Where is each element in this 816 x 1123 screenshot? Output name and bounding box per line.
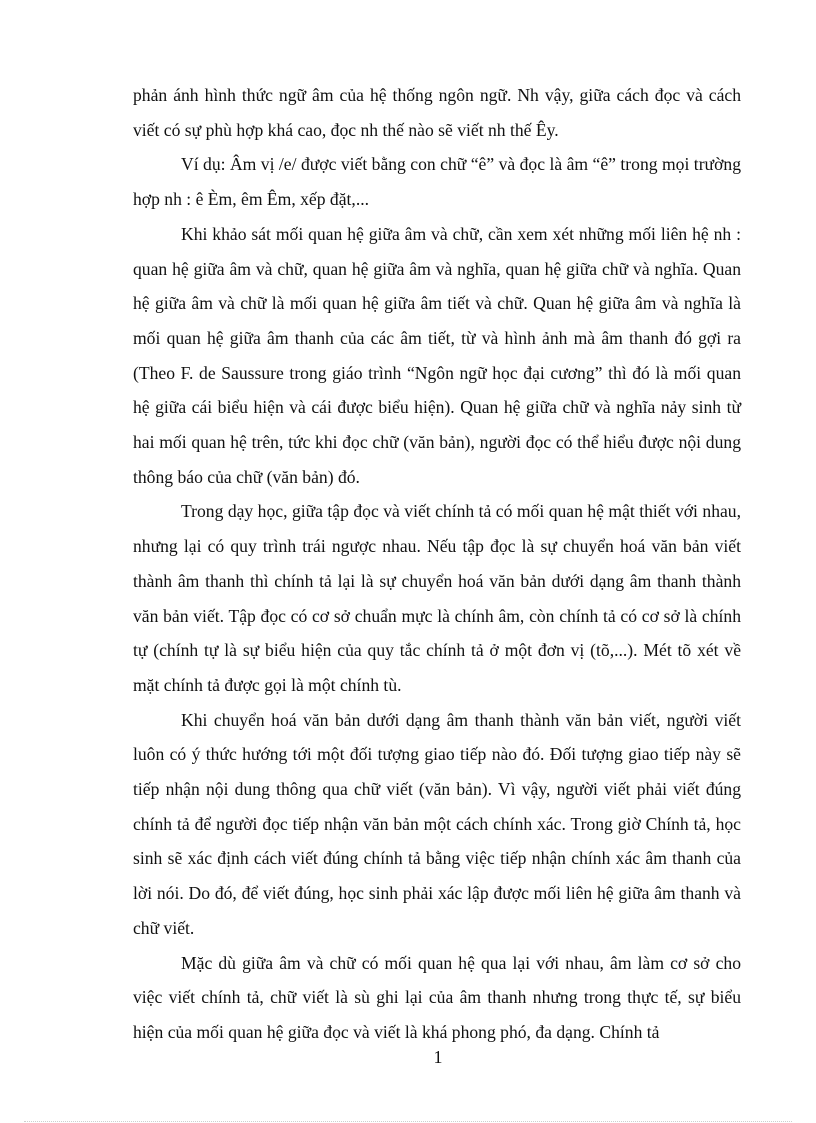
page-number: 1	[433, 1047, 443, 1067]
page-bottom-divider	[24, 1121, 792, 1122]
paragraph-continuation: phản ánh hình thức ngữ âm của hệ thống ngôn ngữ. Nh vậy, giữa cách đọc và cách viết có sự phù hợp khá cao, đọc nh thế nào sẽ viết nh thế Êy.	[133, 85, 741, 140]
paragraph-reading-and-spelling: Trong dạy học, giữa tập đọc và viết chính tả có mối quan hệ mật thiết với nhau, nhưng lại có quy trình trái ngược nhau. Nếu tập đọc là sự chuyển hoá văn bản viết thành âm thanh thì chính tả lại là sự chuyển hoá văn bản dưới dạng âm thanh thành văn bản viết. Tập đọc có cơ sở chuẩn mực là chính âm, còn chính tả có cơ sở là chính tự (chính tự là sự biểu hiện của quy tắc chính tả ở một đơn vị (tõ,...). Mét tõ xét về mặt chính tả được gọi là một chính tù.	[133, 501, 741, 695]
paragraph-sound-letter-relations: Khi khảo sát mối quan hệ giữa âm và chữ, cần xem xét những mối liên hệ nh : quan hệ giữa âm và chữ, quan hệ giữa âm và nghĩa, quan hệ giữa chữ và nghĩa. Quan hệ giữa âm và chữ là mối quan hệ giữa âm tiết và chữ. Quan hệ giữa âm và nghĩa là mối quan hệ giữa âm thanh của các âm tiết, từ và hình ảnh mà âm thanh đó gợi ra (Theo F. de Saussure trong giáo trình “Ngôn ngữ học đại cương” thì đó là mối quan hệ giữa cái biểu hiện và cái được biểu hiện). Quan hệ giữa chữ và nghĩa nảy sinh từ hai mối quan hệ trên, tức khi đọc chữ (văn bản), người đọc có thể hiểu được nội dung thông báo của chữ (văn bản) đó.	[133, 223, 741, 487]
paragraph-example: Ví dụ: Âm vị /e/ được viết bằng con chữ “ê” và đọc là âm “ê” trong mọi trường hợp nh : ê Èm, êm Êm, xếp đặt,...	[133, 154, 741, 210]
body-text	[133, 78, 741, 1050]
paragraph-writing-conversion: Khi chuyển hoá văn bản dưới dạng âm thanh thành văn bản viết, người viết luôn có ý thức hướng tới một đối tượng giao tiếp nào đó. Đối tượng giao tiếp này sẽ tiếp nhận nội dung thông qua chữ viết (văn bản). Vì vậy, người viết phải viết đúng chính tả để người đọc tiếp nhận văn bản một cách chính xác. Trong giờ Chính tả, học sinh sẽ xác định cách viết đúng chính tả bằng việc tiếp nhận chính xác âm thanh của lời nói. Do đó, để viết đúng, học sinh phải xác lập được mối liên hệ giữa âm thanh và chữ viết.	[133, 709, 741, 938]
paragraph-reality-diversity: Mặc dù giữa âm và chữ có mối quan hệ qua lại với nhau, âm làm cơ sở cho việc viết chính tả, chữ viết là sù ghi lại của âm thanh nhưng trong thực tế, sự biểu hiện của mối quan hệ giữa đọc và viết là khá phong phó, đa dạng. Chính tả	[133, 952, 741, 1042]
